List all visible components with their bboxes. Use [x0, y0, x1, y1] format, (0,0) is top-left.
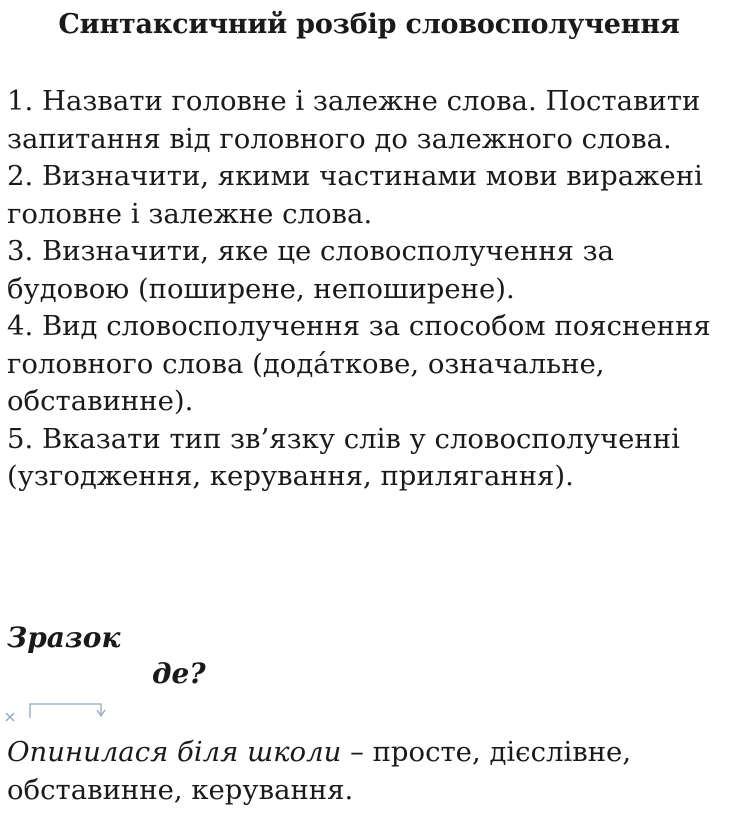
- analysis-steps-list: [7, 83, 732, 496]
- page-title: Синтаксичний розбір словосполучення: [58, 9, 680, 40]
- step-item: 2. Визначити, якими частинами мови виражені головне і залежне слова.: [7, 160, 703, 230]
- sample-phrase: Опинилася біля школи: [7, 736, 342, 768]
- sample-example: [7, 734, 732, 809]
- step-item: 4. Вид словосполучення за способом пояснення головного слова (дода́ткове, означальне, обставинне).: [7, 310, 711, 417]
- sample-question: де?: [152, 657, 206, 690]
- step-item: 3. Визначити, яке це словосполучення за будовою (поширене, непоширене).: [7, 235, 615, 305]
- dependency-bracket: [30, 704, 101, 718]
- step-item: 1. Назвати головне і залежне слова. Поставити запитання від головного до залежного слова.: [7, 85, 701, 155]
- main-word-cross-icon: [6, 713, 14, 721]
- dependency-arrow-icon: [2, 696, 112, 726]
- sample-heading: Зразок: [7, 621, 121, 654]
- step-item: 5. Вказати тип зв’язку слів у словосполученні (узгодження, керування, прилягання).: [7, 422, 680, 492]
- sample-analysis: – просте, дієслівне, обставинне, керування.: [7, 736, 632, 806]
